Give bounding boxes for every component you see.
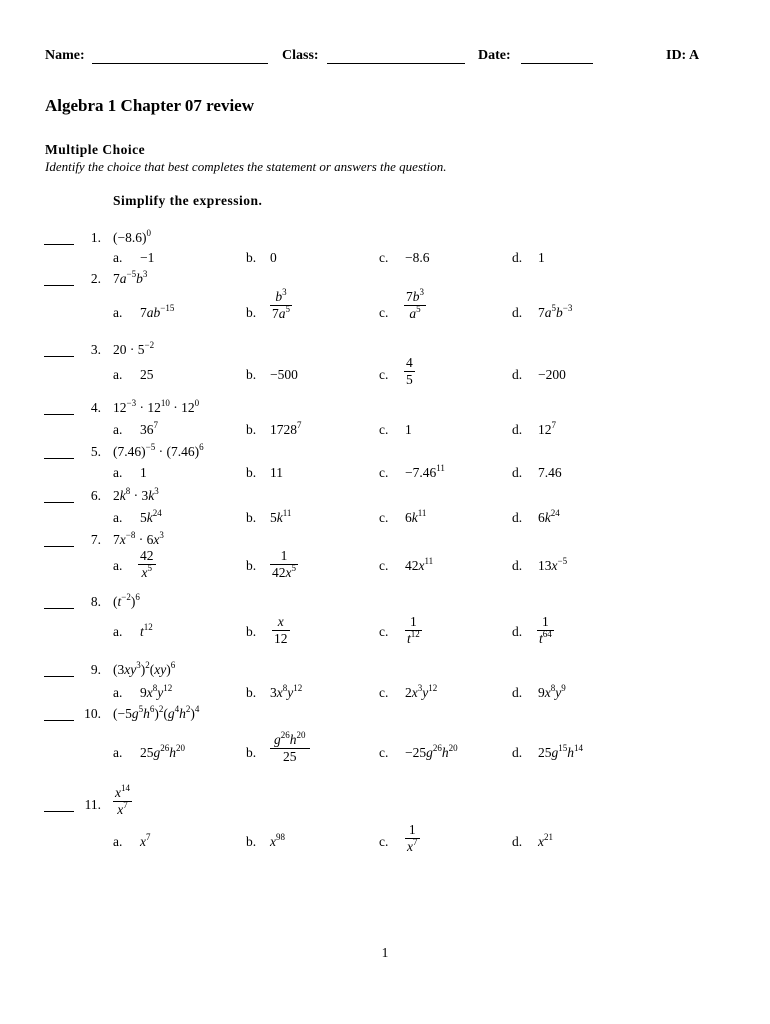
question-expression: $(-5g^5h^6)^2(g^4h^2)^4$	[113, 704, 200, 721]
question-expression: $(t^{-2})^6$	[113, 592, 140, 609]
section-heading: Multiple Choice	[45, 142, 146, 157]
option-b[interactable]: −500	[270, 367, 298, 382]
option-letter: d.	[512, 685, 523, 700]
option-letter: d.	[512, 305, 523, 320]
question-expression: $7a^{-5}b^3$	[113, 269, 148, 286]
option-letter: b.	[246, 367, 257, 382]
option-d[interactable]: $x^{21}$	[538, 832, 553, 849]
question-expression: $12^{-3} \cdot 12^{10} \cdot 12^0$	[113, 398, 200, 415]
question-expression: $\frac{x^{14}}{x^7}$	[115, 783, 130, 817]
question-number: 1.	[90, 230, 101, 245]
option-a[interactable]: 25	[140, 367, 154, 382]
option-letter: a.	[113, 685, 123, 700]
option-c[interactable]: $\frac{7b^3}{a^5}$	[406, 287, 424, 321]
option-d[interactable]: 1	[538, 250, 545, 265]
option-letter: a.	[113, 745, 123, 760]
option-letter: a.	[113, 834, 123, 849]
option-b[interactable]: 11	[270, 465, 283, 480]
section-instructions: Identify the choice that best completes the statement or answers the question.	[45, 159, 447, 174]
date-label: Date:	[478, 48, 511, 63]
option-letter: d.	[512, 558, 523, 573]
option-letter: b.	[246, 250, 257, 265]
option-letter: c.	[379, 465, 389, 480]
question-expression: $(7.46)^{-5} \cdot (7.46)^6$	[113, 442, 204, 459]
question-expression: $(3xy^3)^2(xy)^6$	[113, 660, 176, 677]
option-b[interactable]: 1728$^7$	[270, 420, 302, 437]
option-letter: a.	[113, 510, 123, 525]
class-label: Class:	[282, 48, 319, 63]
option-b[interactable]: $5k^{11}$	[270, 508, 292, 525]
option-a[interactable]: −1	[140, 250, 155, 265]
option-c[interactable]: $-25g^{26}h^{20}$	[405, 743, 458, 760]
option-d[interactable]: −200	[538, 367, 566, 382]
option-b[interactable]: $\frac{x}{12}$	[274, 614, 288, 646]
option-b[interactable]: $\frac{g^{26}h^{20}}{25}$	[270, 732, 310, 765]
option-letter: d.	[512, 745, 523, 760]
option-c[interactable]: $42x^{11}$	[405, 556, 434, 573]
option-letter: d.	[512, 422, 523, 437]
option-letter: a.	[113, 305, 123, 320]
option-b[interactable]: $3x^8y^{12}$	[270, 683, 303, 700]
question-expression: $(-8.6)^0$	[113, 228, 151, 245]
option-b[interactable]: $\frac{1}{42x^5}$	[272, 548, 296, 580]
date-field-line[interactable]	[521, 63, 593, 64]
option-b[interactable]: $\frac{b^3}{7a^5}$	[272, 287, 290, 321]
option-a[interactable]: $x^7$	[140, 832, 151, 849]
option-letter: b.	[246, 745, 257, 760]
option-letter: b.	[246, 510, 257, 525]
prompt-text: Simplify the expression.	[113, 193, 263, 208]
option-letter: c.	[379, 624, 389, 639]
question-number: 6.	[90, 488, 101, 503]
option-c[interactable]: −8.6	[405, 250, 430, 265]
option-c[interactable]: $\frac{4}{5}$	[406, 355, 413, 387]
option-c[interactable]: $\frac{1}{t^{12}}$	[407, 614, 420, 646]
option-c[interactable]: $-7.46^{11}$	[405, 463, 445, 480]
option-letter: b.	[246, 422, 257, 437]
option-letter: d.	[512, 367, 523, 382]
option-letter: c.	[379, 558, 389, 573]
option-letter: a.	[113, 465, 123, 480]
name-field-line[interactable]	[92, 63, 268, 64]
question-number: 11.	[84, 797, 101, 812]
option-letter: b.	[246, 465, 257, 480]
option-letter: d.	[512, 624, 523, 639]
option-c[interactable]: $2x^3y^{12}$	[405, 683, 438, 700]
option-letter: d.	[512, 250, 523, 265]
question-number: 4.	[90, 400, 101, 415]
option-letter: b.	[246, 558, 257, 573]
option-a[interactable]: $t^{12}$	[140, 622, 153, 639]
option-b[interactable]: 0	[270, 250, 277, 265]
page-title: Algebra 1 Chapter 07 review	[45, 96, 255, 115]
option-letter: b.	[246, 834, 257, 849]
option-letter: b.	[246, 305, 257, 320]
question-number: 3.	[90, 342, 101, 357]
option-b[interactable]: $x^{98}$	[270, 832, 285, 849]
option-a[interactable]: 1	[140, 465, 147, 480]
option-a[interactable]: $7ab^{-15}$	[140, 303, 175, 320]
option-letter: c.	[379, 745, 389, 760]
option-c[interactable]: 1	[405, 422, 412, 437]
question-expression: $7x^{-8} \cdot 6x^3$	[113, 530, 164, 547]
question-number: 2.	[90, 271, 101, 286]
option-d[interactable]: $6k^{24}$	[538, 508, 560, 525]
option-letter: b.	[246, 624, 257, 639]
option-d[interactable]: $13x^{-5}$	[538, 556, 568, 573]
option-letter: c.	[379, 305, 389, 320]
option-letter: d.	[512, 834, 523, 849]
id-label: ID: A	[666, 48, 700, 63]
option-letter: a.	[113, 624, 123, 639]
option-d[interactable]: $25g^{15}h^{14}$	[538, 743, 583, 760]
option-letter: c.	[379, 834, 389, 849]
option-a[interactable]: $25g^{26}h^{20}$	[140, 743, 185, 760]
option-letter: c.	[379, 250, 389, 265]
option-a[interactable]: $9x^8y^{12}$	[140, 683, 173, 700]
option-letter: a.	[113, 367, 123, 382]
class-field-line[interactable]	[327, 63, 465, 64]
question-expression: $2k^8 \cdot 3k^3$	[113, 486, 159, 503]
option-d[interactable]: $12^7$	[538, 420, 556, 437]
name-label: Name:	[45, 48, 85, 63]
option-letter: c.	[379, 422, 389, 437]
option-d[interactable]: $7a^5b^{-3}$	[538, 303, 573, 320]
option-letter: c.	[379, 367, 389, 382]
option-letter: d.	[512, 510, 523, 525]
option-d[interactable]: $\frac{1}{t^{64}}$	[539, 614, 552, 646]
option-letter: c.	[379, 685, 389, 700]
question-number: 9.	[90, 662, 101, 677]
option-letter: c.	[379, 510, 389, 525]
question-expression: $20 \cdot 5^{-2}$	[113, 340, 155, 357]
question-number: 8.	[90, 594, 101, 609]
option-c[interactable]: $\frac{1}{x^7}$	[407, 822, 418, 854]
option-letter: d.	[512, 465, 523, 480]
option-d[interactable]: $9x^8y^9$	[538, 683, 566, 700]
question-number: 10.	[84, 706, 101, 721]
option-d[interactable]: 7.46	[538, 465, 562, 480]
page-number: 1	[381, 945, 389, 960]
option-c[interactable]: $6k^{11}$	[405, 508, 427, 525]
option-letter: a.	[113, 558, 123, 573]
option-a[interactable]: $\frac{42}{x^5}$	[140, 548, 154, 580]
option-letter: a.	[113, 422, 123, 437]
option-a[interactable]: $36^7$	[140, 420, 158, 437]
option-a[interactable]: $5k^{24}$	[140, 508, 162, 525]
question-number: 5.	[90, 444, 101, 459]
question-number: 7.	[90, 532, 101, 547]
option-letter: a.	[113, 250, 123, 265]
option-letter: b.	[246, 685, 257, 700]
